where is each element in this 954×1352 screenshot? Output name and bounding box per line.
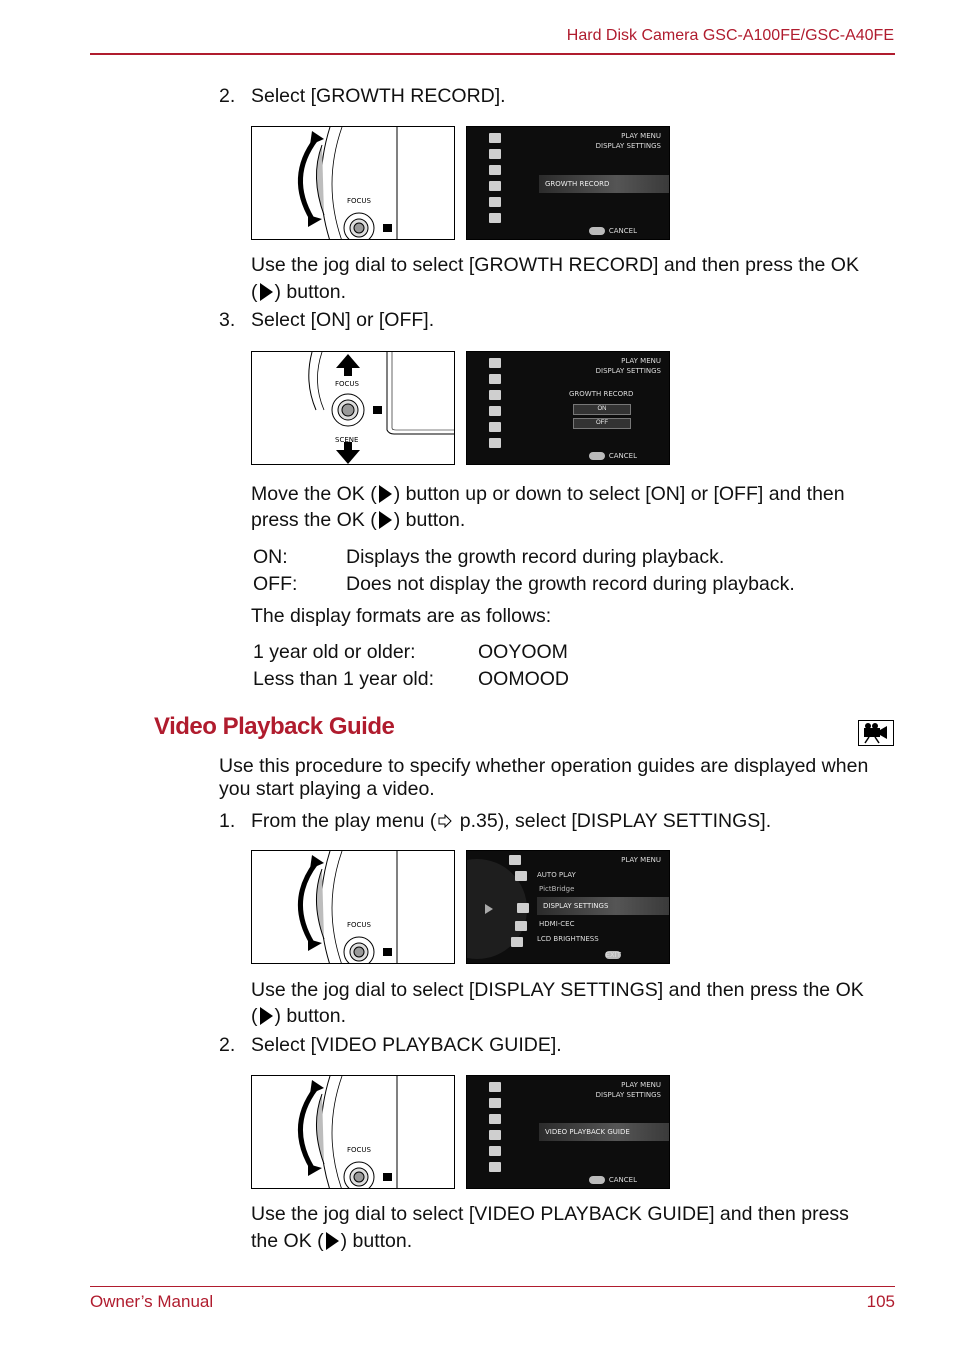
formats-intro: The display formats are as follows: [251,605,552,627]
link-icon [489,1146,501,1156]
step-text [251,808,771,834]
text-segment: From the play menu ( [251,810,437,832]
lcd-cancel-label: CANCEL [608,452,637,460]
text-segment: press the OK ( [251,509,377,531]
lcd-highlight-item: VIDEO PLAYBACK GUIDE [539,1123,669,1141]
video-camera-icon [858,720,894,746]
jog-dial-diagram [251,126,455,240]
menu-icon [489,358,501,368]
lcd-menu-title: PLAY MENU [621,132,661,140]
svg-text:FOCUS: FOCUS [347,197,371,205]
lcd-menu-item: HDMI-CEC [539,920,575,928]
ok-button-icon [260,283,273,301]
auto-icon [515,871,527,881]
tv-icon [489,1162,501,1172]
lcd-menu-title: PLAY MENU [621,856,661,864]
tv-icon [511,937,523,947]
svg-text:FOCUS: FOCUS [347,921,371,929]
format-term: Less than 1 year old: [253,668,435,690]
print-icon [489,165,501,175]
text-segment: ) button. [393,509,466,531]
lcd-screen-display-settings [466,850,670,964]
step-number: 1. [219,810,236,832]
link-icon [515,921,527,931]
header-rule [90,53,895,55]
menu-button-icon [589,452,605,460]
lcd-menu-item: PictBridge [539,885,575,893]
step-text: Select [VIDEO PLAYBACK GUIDE]. [251,1034,562,1056]
lcd-cancel-label: CANCEL [608,227,637,235]
step-number: 2. [219,85,236,107]
jog-dial-diagram [251,850,455,964]
jog-dial-diagram [251,1075,455,1189]
instruction-line [251,481,845,507]
page-number: 105 [866,1292,895,1311]
jog-dial-illustration [252,851,455,964]
tv-icon [489,213,501,223]
instruction-line: Use the jog dial to select [GROWTH RECORD] and then press the OK [251,254,859,276]
instruction-line: Use the jog dial to select [VIDEO PLAYBACK GUIDE] and then press [251,1203,849,1225]
link-icon [489,422,501,432]
instruction-line-2 [251,279,346,305]
definition-term: ON: [253,546,288,568]
text-segment: the OK ( [251,1230,324,1252]
lcd-screen-growth-record [466,126,670,240]
text-segment: Move the OK ( [251,483,377,505]
button-text: ) button. [274,1005,347,1027]
ok-button-icon [260,1007,273,1025]
lcd-screen-video-playback-guide [466,1075,670,1189]
button-text: ) button. [340,1230,413,1252]
lcd-screen-on-off [466,351,670,465]
focus-label: FOCUS [335,380,359,388]
auto-icon [489,149,501,159]
ok-button-icon [326,1232,339,1250]
jog-dial-illustration [252,1076,455,1189]
definition-term: OFF: [253,573,298,595]
footer-manual-title: Owner’s Manual [90,1292,214,1311]
print-icon [489,1114,501,1124]
svg-text:FOCUS: FOCUS [347,1146,371,1154]
running-header: Hard Disk Camera GSC-A100FE/GSC-A40FE [566,27,894,44]
menu-button-icon [589,227,605,235]
menu-icon [509,855,521,865]
auto-icon [489,374,501,384]
tv-icon [489,438,501,448]
instruction-line-2 [251,507,465,533]
ok-button-icon [379,485,392,503]
menu-icon [489,1082,501,1092]
jog-dial-illustration [252,127,455,240]
text-segment: p.35), select [DISPLAY SETTINGS]. [454,810,772,832]
display-icon [489,1130,501,1140]
paren-open: ( [251,281,258,303]
ok-button-diagram [251,351,455,465]
ok-button-illustration [252,352,455,465]
lcd-menu-subtitle: DISPLAY SETTINGS [595,367,661,375]
print-icon [489,390,501,400]
ok-button-icon [379,511,392,529]
instruction-line-2 [251,1228,412,1254]
step-number: 3. [219,309,236,331]
display-icon [489,406,501,416]
lcd-option-title: GROWTH RECORD [569,390,634,398]
lcd-menu-title: PLAY MENU [621,357,661,365]
lcd-menu-title: PLAY MENU [621,1081,661,1089]
format-value: OOYOOM [478,641,568,663]
lcd-cancel-label: CANCEL [608,1176,637,1184]
step-text: Select [GROWTH RECORD]. [251,85,506,107]
text-segment: ) button up or down to select [ON] or [OFF] and then [393,483,845,505]
display-icon [517,903,529,913]
instruction-line: Use the jog dial to select [DISPLAY SETTINGS] and then press the OK [251,979,864,1001]
definition-desc: Displays the growth record during playback. [346,546,725,568]
step-number: 2. [219,1034,236,1056]
play-arrow-icon [485,904,493,914]
lcd-menu-subtitle: DISPLAY SETTINGS [595,1091,661,1099]
lcd-highlight-item: DISPLAY SETTINGS [537,897,669,915]
instruction-line-2 [251,1003,346,1029]
lcd-menu-item: AUTO PLAY [537,871,576,879]
section-intro-line-2: you start playing a video. [219,778,435,800]
lcd-highlight-item: GROWTH RECORD [539,175,669,193]
format-term: 1 year old or older: [253,641,416,663]
section-intro-line: Use this procedure to specify whether operation guides are displayed when [219,755,869,777]
lcd-option-on: ON [573,404,631,415]
menu-icon [489,133,501,143]
step-text: Select [ON] or [OFF]. [251,309,435,331]
lcd-exit-label: EXIT [605,951,621,959]
section-title: Video Playback Guide [154,713,395,740]
paren-open: ( [251,1005,258,1027]
display-icon [489,181,501,191]
definition-desc: Does not display the growth record during playback. [346,573,795,595]
format-value: OOMOOD [478,668,569,690]
auto-icon [489,1098,501,1108]
footer-rule [90,1286,895,1287]
page-reference-arrow-icon [438,814,452,828]
scene-label: SCENE [335,436,359,444]
link-icon [489,197,501,207]
lcd-option-off: OFF [573,418,631,429]
button-text: ) button. [274,281,347,303]
menu-button-icon [589,1176,605,1184]
lcd-menu-subtitle: DISPLAY SETTINGS [595,142,661,150]
lcd-menu-item: LCD BRIGHTNESS [537,935,599,943]
